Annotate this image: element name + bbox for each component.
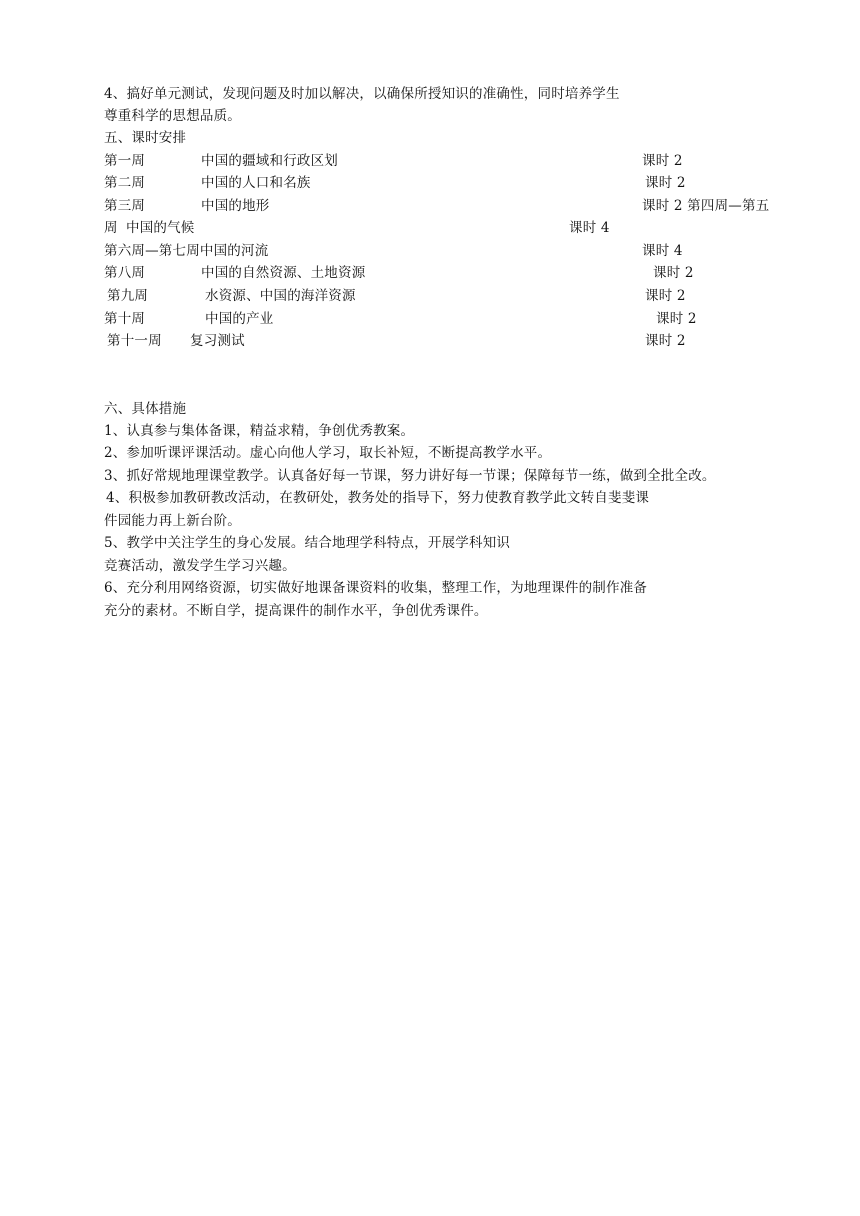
measure-item: 件园能力再上新台阶。	[104, 513, 241, 529]
schedule-hours: 课时 4	[569, 220, 610, 236]
schedule-week: 第十周	[104, 311, 146, 327]
schedule-week: 第八周	[104, 265, 146, 281]
schedule-week: 周	[104, 220, 118, 236]
intro-item4-line2: 尊重科学的思想品质。	[104, 108, 241, 124]
schedule-topic: 水资源、中国的海洋资源	[205, 288, 356, 304]
measures-heading: 六、具体措施	[104, 401, 187, 417]
schedule-topic: 中国的疆域和行政区划	[201, 153, 338, 169]
schedule-week: 第九周	[107, 288, 149, 304]
schedule-hours: 课时 4	[642, 243, 683, 259]
measure-item: 3、抓好常规地理课堂教学。认真备好每一节课，努力讲好每一节课；保障每节一练，做到全批全改。	[104, 468, 716, 484]
schedule-hours: 课时 2	[645, 333, 686, 349]
schedule-topic: 复习测试	[190, 333, 245, 349]
schedule-hours: 课时 2	[656, 311, 697, 327]
measure-item: 5、教学中关注学生的身心发展。结合地理学科特点，开展学科知识	[104, 535, 511, 551]
schedule-heading: 五、课时安排	[104, 130, 187, 146]
measure-item: 6、充分利用网络资源，切实做好地课备课资料的收集，整理工作，为地理课件的制作准备	[104, 580, 648, 596]
measure-item: 4、积极参加教研教改活动，在教研处，教务处的指导下，努力使教育教学此文转自斐斐课	[106, 490, 650, 506]
intro-item4-line1: 4、搞好单元测试，发现问题及时加以解决，以确保所授知识的准确性，同时培养学生	[104, 86, 620, 102]
schedule-week: 第十一周	[107, 333, 162, 349]
schedule-week: 第二周	[104, 175, 146, 191]
schedule-topic: 中国的人口和名族	[201, 175, 311, 191]
schedule-week: 第三周	[104, 198, 146, 214]
schedule-topic: 中国的产业	[205, 311, 274, 327]
schedule-week: 第一周	[104, 153, 146, 169]
measure-item: 充分的素材。不断自学，提高课件的制作水平，争创优秀课件。	[104, 603, 488, 619]
schedule-hours: 课时 2	[645, 288, 686, 304]
measure-item: 竞赛活动，激发学生学习兴趣。	[104, 558, 296, 574]
schedule-hours: 课时 2 第四周—第五	[642, 198, 770, 214]
measure-item: 2、参加听课评课活动。虚心向他人学习，取长补短，不断提高教学水平。	[104, 445, 552, 461]
schedule-topic: 中国的地形	[201, 198, 270, 214]
measure-item: 1、认真参与集体备课，精益求精，争创优秀教案。	[104, 423, 415, 439]
schedule-topic: 中国的自然资源、土地资源	[201, 265, 366, 281]
schedule-hours: 课时 2	[653, 265, 694, 281]
schedule-topic: 中国的气候	[126, 220, 195, 236]
schedule-hours: 课时 2	[642, 153, 683, 169]
schedule-week: 第六周—第七周中国的河流	[104, 243, 269, 259]
schedule-hours: 课时 2	[645, 175, 686, 191]
